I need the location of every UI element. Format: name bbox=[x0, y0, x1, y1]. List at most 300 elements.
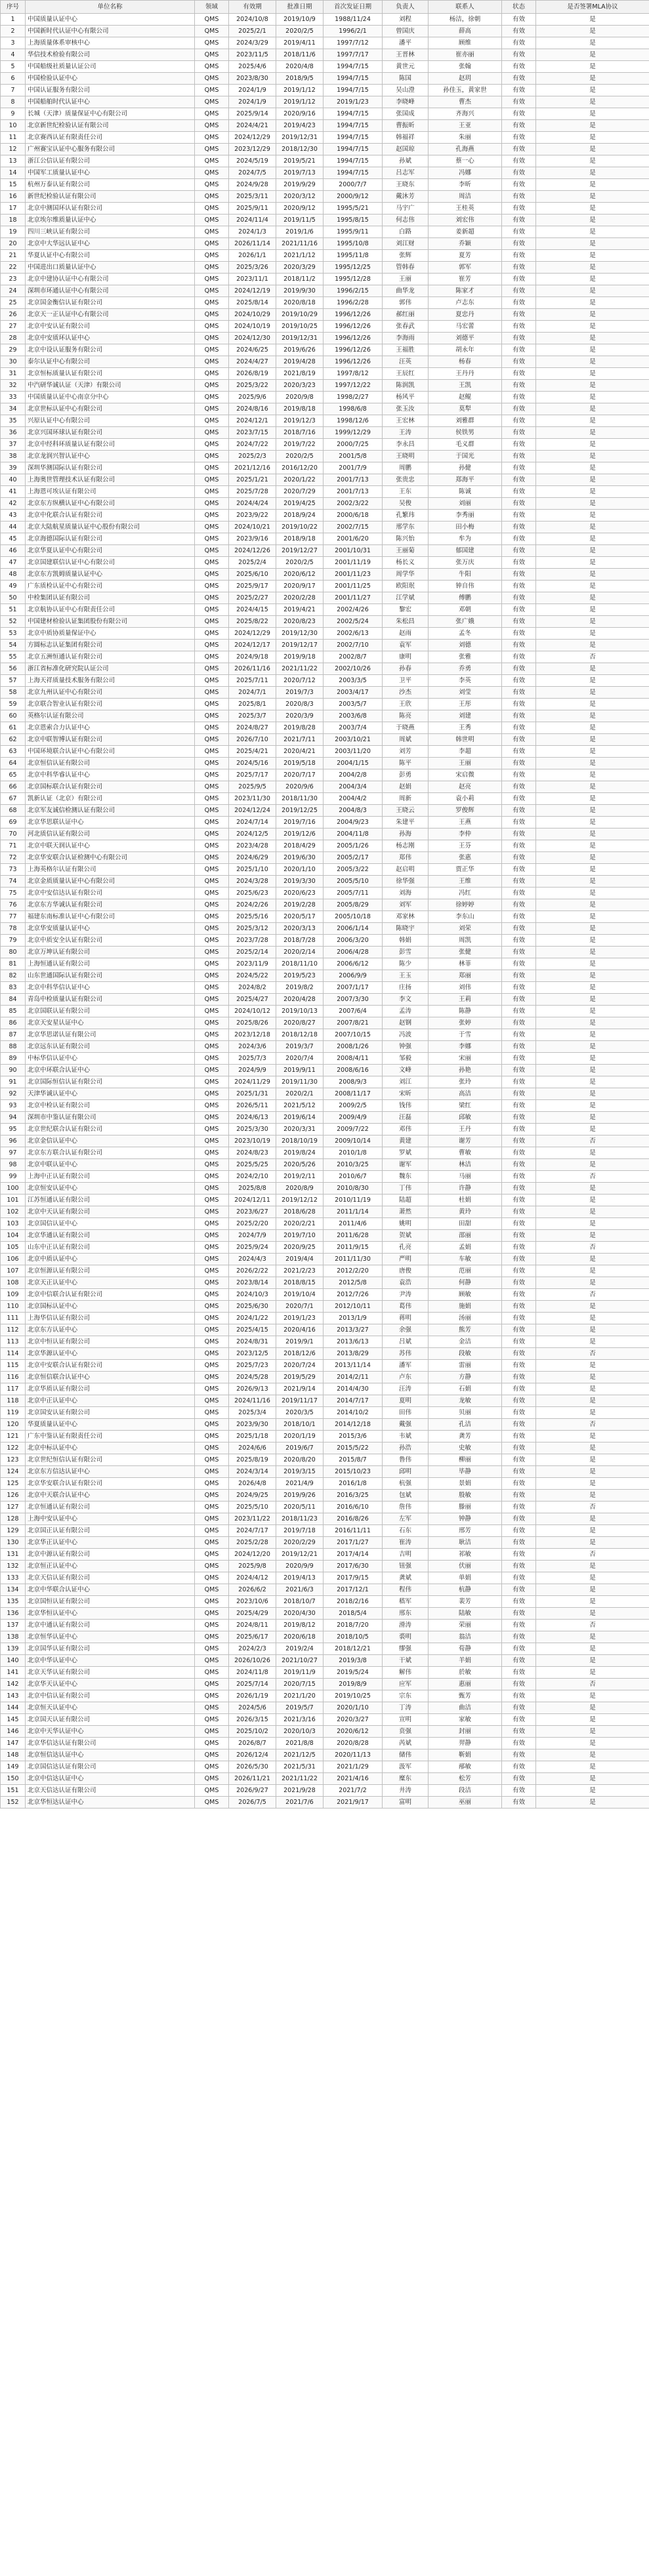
cell-first-issue-date: 2019/5/24 bbox=[324, 1667, 383, 1679]
cell-field: QMS bbox=[195, 1572, 229, 1584]
cell-field: QMS bbox=[195, 545, 229, 557]
cell-first-issue-date: 2004/2/8 bbox=[324, 769, 383, 781]
cell-approval-date: 2020/9/9 bbox=[276, 1561, 324, 1572]
cell-approval-date: 2019/12/6 bbox=[276, 828, 324, 840]
cell-org-name: 上海华信认证有限公司 bbox=[26, 1313, 195, 1324]
cell-status: 有效 bbox=[502, 1620, 536, 1631]
cell-first-issue-date: 2008/1/26 bbox=[324, 1041, 383, 1053]
cell-contact: 王亚 bbox=[429, 120, 502, 132]
cell-valid-until: 2026/9/13 bbox=[229, 1383, 276, 1395]
cell-approval-date: 2021/1/20 bbox=[276, 1690, 324, 1702]
cell-org-name: 北京中信认证有限公司 bbox=[26, 1690, 195, 1702]
cell-responsible: 张春武 bbox=[383, 321, 429, 333]
cell-field: QMS bbox=[195, 817, 229, 828]
cell-field: QMS bbox=[195, 108, 229, 120]
cell-status: 有效 bbox=[502, 958, 536, 970]
cell-status: 有效 bbox=[502, 1584, 536, 1596]
cell-contact: 曹杰 bbox=[429, 96, 502, 108]
cell-mla: 是 bbox=[536, 274, 649, 285]
table-row bbox=[1, 699, 649, 710]
cell-org-name: 中国检验认证中心 bbox=[26, 73, 195, 85]
cell-approval-date: 2019/5/21 bbox=[276, 155, 324, 167]
cell-mla: 是 bbox=[536, 1561, 649, 1572]
cell-valid-until: 2025/7/23 bbox=[229, 1360, 276, 1372]
cell-mla: 是 bbox=[536, 1336, 649, 1348]
cell-contact: 段洁 bbox=[429, 1785, 502, 1797]
cell-contact: 李昕 bbox=[429, 179, 502, 191]
cell-contact: 赵玥 bbox=[429, 73, 502, 85]
cell-index: 147 bbox=[1, 1738, 26, 1749]
cell-first-issue-date: 1997/7/17 bbox=[324, 49, 383, 61]
cell-index: 121 bbox=[1, 1431, 26, 1442]
cell-index: 151 bbox=[1, 1785, 26, 1797]
cell-first-issue-date: 2017/12/1 bbox=[324, 1584, 383, 1596]
cell-index: 27 bbox=[1, 321, 26, 333]
cell-responsible: 张玉汝 bbox=[383, 403, 429, 415]
cell-responsible: 糜东 bbox=[383, 1773, 429, 1785]
cell-responsible: 邢东 bbox=[383, 1608, 429, 1620]
cell-mla: 是 bbox=[536, 155, 649, 167]
cell-valid-until: 2024/12/29 bbox=[229, 628, 276, 640]
cell-contact: 孙艳 bbox=[429, 1065, 502, 1076]
cell-first-issue-date: 2013/11/14 bbox=[324, 1360, 383, 1372]
cell-first-issue-date: 2011/6/28 bbox=[324, 1230, 383, 1242]
cell-approval-date: 2019/5/29 bbox=[276, 1372, 324, 1383]
cell-approval-date: 2020/7/1 bbox=[276, 1301, 324, 1313]
cell-approval-date: 2016/12/20 bbox=[276, 462, 324, 474]
cell-field: QMS bbox=[195, 1726, 229, 1738]
cell-index: 97 bbox=[1, 1147, 26, 1159]
cell-status: 有效 bbox=[502, 1041, 536, 1053]
cell-valid-until: 2025/9/5 bbox=[229, 781, 276, 793]
table-row bbox=[1, 628, 649, 640]
cell-mla: 是 bbox=[536, 415, 649, 427]
cell-responsible: 邓伟 bbox=[383, 1124, 429, 1135]
cell-responsible: 张贵忠 bbox=[383, 474, 429, 486]
cell-index: 9 bbox=[1, 108, 26, 120]
cell-org-name: 北京金信认证中心 bbox=[26, 1135, 195, 1147]
cell-approval-date: 2019/1/12 bbox=[276, 85, 324, 96]
header-index: 序号 bbox=[1, 1, 26, 14]
cell-valid-until: 2024/2/10 bbox=[229, 1171, 276, 1183]
table-row bbox=[1, 1006, 649, 1017]
table-row bbox=[1, 1065, 649, 1076]
cell-status: 有效 bbox=[502, 344, 536, 356]
cell-responsible: 钮强 bbox=[383, 1561, 429, 1572]
cell-first-issue-date: 2000/7/25 bbox=[324, 439, 383, 451]
cell-field: QMS bbox=[195, 1171, 229, 1183]
cell-valid-until: 2023/9/30 bbox=[229, 1419, 276, 1431]
cell-contact: 陈诚 bbox=[429, 486, 502, 498]
cell-field: QMS bbox=[195, 1525, 229, 1537]
cell-valid-until: 2025/5/25 bbox=[229, 1159, 276, 1171]
cell-index: 105 bbox=[1, 1242, 26, 1254]
cell-org-name: 北京航协认证中心有限责任公司 bbox=[26, 604, 195, 616]
cell-index: 118 bbox=[1, 1395, 26, 1407]
cell-org-name: 北京中天华认证中心 bbox=[26, 1726, 195, 1738]
cell-mla: 是 bbox=[536, 675, 649, 687]
cell-first-issue-date: 2002/6/13 bbox=[324, 628, 383, 640]
cell-contact: 王凯 bbox=[429, 380, 502, 392]
cell-responsible: 袁军 bbox=[383, 640, 429, 651]
cell-org-name: 中国环境联合认证中心有限公司 bbox=[26, 746, 195, 758]
cell-valid-until: 2024/6/13 bbox=[229, 1112, 276, 1124]
cell-index: 131 bbox=[1, 1549, 26, 1561]
cell-first-issue-date: 2003/5/7 bbox=[324, 699, 383, 710]
cell-approval-date: 2020/8/18 bbox=[276, 297, 324, 309]
cell-valid-until: 2025/6/23 bbox=[229, 888, 276, 899]
cell-contact: 赵鲲 bbox=[429, 392, 502, 403]
cell-responsible: 王晓明 bbox=[383, 451, 429, 462]
table-row bbox=[1, 793, 649, 805]
cell-index: 37 bbox=[1, 439, 26, 451]
cell-valid-until: 2026/5/30 bbox=[229, 1761, 276, 1773]
cell-valid-until: 2024/1/9 bbox=[229, 85, 276, 96]
cell-first-issue-date: 2021/7/2 bbox=[324, 1785, 383, 1797]
cell-mla: 是 bbox=[536, 356, 649, 368]
cell-mla: 是 bbox=[536, 474, 649, 486]
cell-status: 有效 bbox=[502, 120, 536, 132]
cell-field: QMS bbox=[195, 1431, 229, 1442]
cell-responsible: 赵娟 bbox=[383, 781, 429, 793]
cell-valid-until: 2024/9/25 bbox=[229, 1490, 276, 1502]
cell-responsible: 邱明 bbox=[383, 1466, 429, 1478]
cell-mla: 是 bbox=[536, 1206, 649, 1218]
cell-responsible: 鲁伟 bbox=[383, 1454, 429, 1466]
header-first-issue-date: 首次发证日期 bbox=[324, 1, 383, 14]
cell-status: 有效 bbox=[502, 1608, 536, 1620]
cell-field: QMS bbox=[195, 852, 229, 864]
cell-field: QMS bbox=[195, 1549, 229, 1561]
cell-first-issue-date: 2016/8/26 bbox=[324, 1513, 383, 1525]
cell-status: 有效 bbox=[502, 687, 536, 699]
cell-index: 26 bbox=[1, 309, 26, 321]
cell-index: 137 bbox=[1, 1620, 26, 1631]
cell-index: 69 bbox=[1, 817, 26, 828]
table-row bbox=[1, 179, 649, 191]
cell-approval-date: 2020/7/15 bbox=[276, 1679, 324, 1690]
cell-status: 有效 bbox=[502, 1643, 536, 1655]
cell-first-issue-date: 1996/2/28 bbox=[324, 297, 383, 309]
cell-first-issue-date: 2011/1/14 bbox=[324, 1206, 383, 1218]
cell-contact: 王桂英 bbox=[429, 203, 502, 215]
cell-first-issue-date: 2002/3/22 bbox=[324, 498, 383, 510]
cell-contact: 冯红 bbox=[429, 888, 502, 899]
cell-field: QMS bbox=[195, 1584, 229, 1596]
cell-valid-until: 2025/2/28 bbox=[229, 1537, 276, 1549]
cell-valid-until: 2025/1/21 bbox=[229, 474, 276, 486]
cell-org-name: 北京海德国际认证有限公司 bbox=[26, 533, 195, 545]
cell-responsible: 丁伟 bbox=[383, 1183, 429, 1195]
cell-field: QMS bbox=[195, 1348, 229, 1360]
cell-valid-until: 2023/11/22 bbox=[229, 1513, 276, 1525]
table-row bbox=[1, 274, 649, 285]
cell-responsible: 裘明 bbox=[383, 1631, 429, 1643]
cell-index: 2 bbox=[1, 26, 26, 37]
cell-first-issue-date: 2001/11/25 bbox=[324, 581, 383, 592]
cell-mla: 否 bbox=[536, 1289, 649, 1301]
cell-org-name: 北京华质认证有限公司 bbox=[26, 1383, 195, 1395]
cell-valid-until: 2025/5/16 bbox=[229, 911, 276, 923]
cell-responsible: 陈晓宇 bbox=[383, 923, 429, 935]
cell-field: QMS bbox=[195, 1395, 229, 1407]
cell-contact: 黄玲 bbox=[429, 1206, 502, 1218]
cell-responsible: 井涛 bbox=[383, 1785, 429, 1797]
cell-contact: 郁国建 bbox=[429, 545, 502, 557]
cell-first-issue-date: 2001/10/31 bbox=[324, 545, 383, 557]
cell-first-issue-date: 2016/1/8 bbox=[324, 1478, 383, 1490]
cell-index: 127 bbox=[1, 1502, 26, 1513]
cell-index: 92 bbox=[1, 1088, 26, 1100]
cell-approval-date: 2019/5/23 bbox=[276, 970, 324, 982]
cell-field: QMS bbox=[195, 333, 229, 344]
cell-org-name: 泰尔认证中心有限公司 bbox=[26, 356, 195, 368]
cell-field: QMS bbox=[195, 1006, 229, 1017]
cell-org-name: 北京联合智业认证有限公司 bbox=[26, 699, 195, 710]
cell-field: QMS bbox=[195, 1195, 229, 1206]
cell-index: 95 bbox=[1, 1124, 26, 1135]
cell-status: 有效 bbox=[502, 1053, 536, 1065]
table-row bbox=[1, 663, 649, 675]
cell-contact: 马宏蕾 bbox=[429, 321, 502, 333]
cell-first-issue-date: 2001/7/13 bbox=[324, 486, 383, 498]
cell-responsible: 彭勇 bbox=[383, 769, 429, 781]
cell-approval-date: 2021/5/12 bbox=[276, 1100, 324, 1112]
cell-responsible: 韩娟 bbox=[383, 935, 429, 947]
cell-index: 53 bbox=[1, 628, 26, 640]
cell-responsible: 汪涛 bbox=[383, 1383, 429, 1395]
cell-approval-date: 2018/9/24 bbox=[276, 510, 324, 521]
cell-first-issue-date: 2006/4/28 bbox=[324, 947, 383, 958]
cell-mla: 是 bbox=[536, 1690, 649, 1702]
cell-mla: 是 bbox=[536, 1490, 649, 1502]
cell-responsible: 王欣 bbox=[383, 699, 429, 710]
cell-mla: 是 bbox=[536, 1147, 649, 1159]
cell-status: 有效 bbox=[502, 1348, 536, 1360]
table-row bbox=[1, 285, 649, 297]
table-row bbox=[1, 1395, 649, 1407]
cell-field: QMS bbox=[195, 734, 229, 746]
cell-index: 98 bbox=[1, 1159, 26, 1171]
cell-mla: 是 bbox=[536, 14, 649, 26]
cell-first-issue-date: 2012/7/26 bbox=[324, 1289, 383, 1301]
cell-contact: 冯娜 bbox=[429, 167, 502, 179]
cell-valid-until: 2024/9/28 bbox=[229, 179, 276, 191]
cell-valid-until: 2025/2/4 bbox=[229, 557, 276, 569]
cell-status: 有效 bbox=[502, 215, 536, 226]
cell-first-issue-date: 2019/10/25 bbox=[324, 1690, 383, 1702]
cell-status: 有效 bbox=[502, 439, 536, 451]
cell-approval-date: 2019/12/27 bbox=[276, 545, 324, 557]
cell-index: 110 bbox=[1, 1301, 26, 1313]
cell-org-name: 中国认证服务有限公司 bbox=[26, 85, 195, 96]
cell-first-issue-date: 2009/7/22 bbox=[324, 1124, 383, 1135]
cell-org-name: 青岛中检质量认证有限公司 bbox=[26, 994, 195, 1006]
cell-first-issue-date: 2009/10/14 bbox=[324, 1135, 383, 1147]
cell-valid-until: 2026/11/14 bbox=[229, 238, 276, 250]
cell-field: QMS bbox=[195, 498, 229, 510]
cell-first-issue-date: 2013/3/27 bbox=[324, 1324, 383, 1336]
cell-field: QMS bbox=[195, 321, 229, 333]
cell-status: 有效 bbox=[502, 132, 536, 144]
cell-valid-until: 2025/9/8 bbox=[229, 1561, 276, 1572]
cell-status: 有效 bbox=[502, 1537, 536, 1549]
cell-approval-date: 2019/7/16 bbox=[276, 817, 324, 828]
table-row bbox=[1, 1690, 649, 1702]
cell-contact: 侯铁男 bbox=[429, 427, 502, 439]
cell-index: 150 bbox=[1, 1773, 26, 1785]
cell-first-issue-date: 2008/4/11 bbox=[324, 1053, 383, 1065]
cell-responsible: 田伟 bbox=[383, 1407, 429, 1419]
table-row bbox=[1, 1797, 649, 1809]
cell-status: 有效 bbox=[502, 888, 536, 899]
cell-mla: 是 bbox=[536, 1584, 649, 1596]
cell-status: 有效 bbox=[502, 1017, 536, 1029]
cell-approval-date: 2018/9/18 bbox=[276, 533, 324, 545]
cell-contact: 刘莹 bbox=[429, 687, 502, 699]
cell-org-name: 北京华安联合认证检测中心有限公司 bbox=[26, 852, 195, 864]
cell-contact: 耿洁 bbox=[429, 1537, 502, 1549]
cell-approval-date: 2018/10/7 bbox=[276, 1596, 324, 1608]
cell-responsible: 周鹏 bbox=[383, 462, 429, 474]
cell-valid-until: 2025/9/14 bbox=[229, 108, 276, 120]
cell-approval-date: 2021/7/6 bbox=[276, 1797, 324, 1809]
cell-first-issue-date: 2007/3/30 bbox=[324, 994, 383, 1006]
cell-status: 有效 bbox=[502, 1336, 536, 1348]
cell-valid-until: 2024/6/25 bbox=[229, 344, 276, 356]
cell-contact: 张健 bbox=[429, 947, 502, 958]
cell-status: 有效 bbox=[502, 1525, 536, 1537]
cell-valid-until: 2024/9/18 bbox=[229, 651, 276, 663]
cell-status: 有效 bbox=[502, 96, 536, 108]
cell-first-issue-date: 2015/3/6 bbox=[324, 1431, 383, 1442]
cell-status: 有效 bbox=[502, 1478, 536, 1490]
cell-approval-date: 2018/7/28 bbox=[276, 935, 324, 947]
cell-contact: 田甜 bbox=[429, 1218, 502, 1230]
table-row bbox=[1, 73, 649, 85]
cell-approval-date: 2020/6/18 bbox=[276, 1631, 324, 1643]
table-row bbox=[1, 1407, 649, 1419]
cell-first-issue-date: 2012/5/8 bbox=[324, 1277, 383, 1289]
cell-index: 52 bbox=[1, 616, 26, 628]
cell-org-name: 上海中安认证中心 bbox=[26, 1513, 195, 1525]
table-row bbox=[1, 333, 649, 344]
cell-approval-date: 2019/9/30 bbox=[276, 285, 324, 297]
cell-approval-date: 2019/8/28 bbox=[276, 722, 324, 734]
cell-approval-date: 2020/1/22 bbox=[276, 474, 324, 486]
cell-org-name: 北京万坤认证有限公司 bbox=[26, 947, 195, 958]
cell-first-issue-date: 2007/10/15 bbox=[324, 1029, 383, 1041]
cell-index: 71 bbox=[1, 840, 26, 852]
cell-field: QMS bbox=[195, 1679, 229, 1690]
cell-field: QMS bbox=[195, 144, 229, 155]
cell-status: 有效 bbox=[502, 274, 536, 285]
cell-mla: 是 bbox=[536, 309, 649, 321]
cell-first-issue-date: 2003/3/5 bbox=[324, 675, 383, 687]
cell-field: QMS bbox=[195, 14, 229, 26]
cell-first-issue-date: 2020/11/13 bbox=[324, 1749, 383, 1761]
cell-field: QMS bbox=[195, 935, 229, 947]
cell-approval-date: 2018/12/30 bbox=[276, 144, 324, 155]
cell-responsible: 刘海 bbox=[383, 888, 429, 899]
cell-mla: 是 bbox=[536, 403, 649, 415]
cell-field: QMS bbox=[195, 781, 229, 793]
cell-contact: 封丽 bbox=[429, 1726, 502, 1738]
cell-org-name: 北京中科华信认证中心 bbox=[26, 982, 195, 994]
cell-valid-until: 2024/3/14 bbox=[229, 1466, 276, 1478]
cell-contact: 杭静 bbox=[429, 1584, 502, 1596]
cell-contact: 张婷 bbox=[429, 1017, 502, 1029]
cell-org-name: 长城（天津）质量保证中心有限公司 bbox=[26, 108, 195, 120]
cell-contact: 许静 bbox=[429, 1183, 502, 1195]
cell-field: QMS bbox=[195, 604, 229, 616]
cell-valid-until: 2023/11/30 bbox=[229, 793, 276, 805]
cell-contact: 曲洁 bbox=[429, 1702, 502, 1714]
cell-valid-until: 2025/8/22 bbox=[229, 616, 276, 628]
cell-approval-date: 2018/11/6 bbox=[276, 49, 324, 61]
cell-responsible: 汪磊 bbox=[383, 1112, 429, 1124]
cell-field: QMS bbox=[195, 970, 229, 982]
cell-responsible: 彭雪 bbox=[383, 947, 429, 958]
cell-mla: 是 bbox=[536, 533, 649, 545]
cell-responsible: 马宇广 bbox=[383, 203, 429, 215]
table-row bbox=[1, 37, 649, 49]
cell-status: 有效 bbox=[502, 85, 536, 96]
cell-org-name: 广东质检认证中心有限公司 bbox=[26, 581, 195, 592]
cell-field: QMS bbox=[195, 1537, 229, 1549]
cell-mla: 是 bbox=[536, 510, 649, 521]
cell-responsible: 谢军 bbox=[383, 1159, 429, 1171]
cell-approval-date: 2020/4/16 bbox=[276, 1324, 324, 1336]
cell-mla: 是 bbox=[536, 888, 649, 899]
header-valid-until: 有效期 bbox=[229, 1, 276, 14]
cell-first-issue-date: 2001/5/8 bbox=[324, 451, 383, 462]
cell-field: QMS bbox=[195, 581, 229, 592]
cell-contact: 宋启微 bbox=[429, 769, 502, 781]
cell-mla: 是 bbox=[536, 1785, 649, 1797]
cell-org-name: 北京东方纵横认证中心有限公司 bbox=[26, 498, 195, 510]
cell-status: 有效 bbox=[502, 1690, 536, 1702]
cell-contact: 松芳 bbox=[429, 1773, 502, 1785]
cell-index: 143 bbox=[1, 1690, 26, 1702]
cell-approval-date: 2019/2/28 bbox=[276, 899, 324, 911]
cell-first-issue-date: 2011/9/15 bbox=[324, 1242, 383, 1254]
cell-first-issue-date: 1995/10/8 bbox=[324, 238, 383, 250]
cell-org-name: 北京五洲恒通认证有限公司 bbox=[26, 651, 195, 663]
cell-status: 有效 bbox=[502, 1383, 536, 1395]
cell-responsible: 缪强 bbox=[383, 1643, 429, 1655]
cell-responsible: 罗斌 bbox=[383, 1147, 429, 1159]
cell-mla: 是 bbox=[536, 1017, 649, 1029]
header-approval-date: 批准日期 bbox=[276, 1, 324, 14]
cell-contact: 李超 bbox=[429, 746, 502, 758]
cell-first-issue-date: 2014/2/11 bbox=[324, 1372, 383, 1383]
cell-status: 有效 bbox=[502, 746, 536, 758]
cell-responsible: 曾国庆 bbox=[383, 26, 429, 37]
cell-status: 有效 bbox=[502, 498, 536, 510]
cell-org-name: 北京华恒达认证中心 bbox=[26, 1797, 195, 1809]
cell-first-issue-date: 2004/8/3 bbox=[324, 805, 383, 817]
cell-responsible: 左军 bbox=[383, 1513, 429, 1525]
table-row bbox=[1, 1076, 649, 1088]
cell-index: 82 bbox=[1, 970, 26, 982]
cell-index: 30 bbox=[1, 356, 26, 368]
cell-mla: 是 bbox=[536, 250, 649, 262]
cell-valid-until: 2024/12/30 bbox=[229, 333, 276, 344]
cell-contact: 于雪 bbox=[429, 1029, 502, 1041]
cell-mla: 是 bbox=[536, 687, 649, 699]
cell-first-issue-date: 1996/12/26 bbox=[324, 344, 383, 356]
